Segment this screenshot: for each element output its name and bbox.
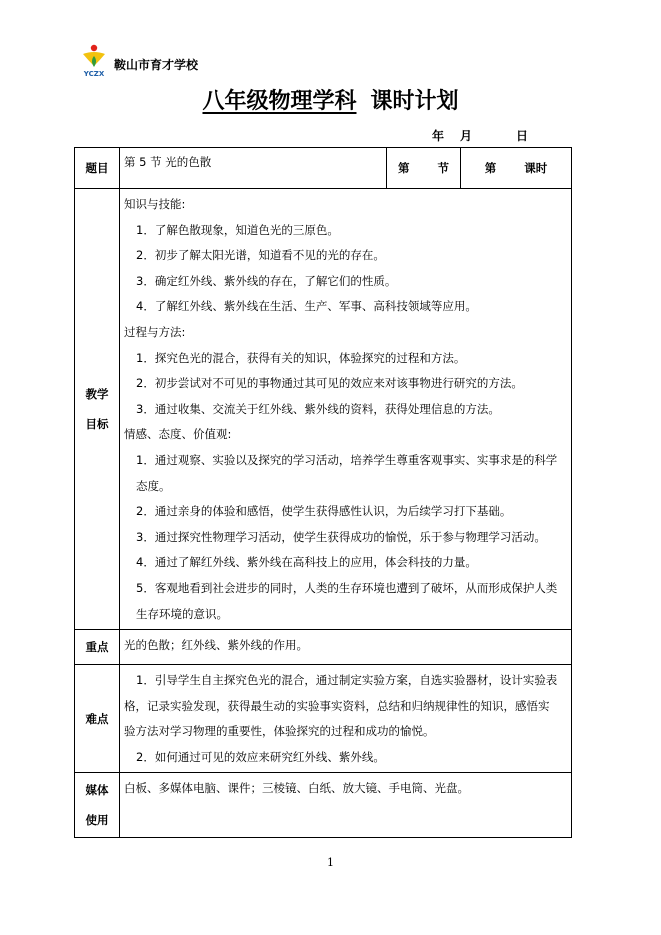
topic-label: 题目	[75, 148, 120, 189]
key-point-row	[75, 630, 572, 665]
section-label	[387, 148, 461, 189]
media-row	[75, 773, 572, 838]
knowledge-heading: 知识与技能:	[124, 197, 186, 211]
attitude-item: 1．通过观察、实验以及探究的学习活动，培养学生尊重客观事实、实事求是的科学	[136, 452, 558, 467]
topic-value: 第 5 节 光的色散	[120, 148, 387, 189]
school-logo-icon	[80, 44, 108, 78]
logo-text: YCZX	[83, 70, 105, 78]
difficulty-label: 难点	[75, 665, 120, 773]
knowledge-item: 2．初步了解太阳光谱，知道看不见的光的存在。	[136, 248, 385, 263]
difficulty-line: 验方法对学习物理的重要性，体验探究的过程和成功的愉悦。	[124, 724, 435, 739]
objectives-label	[75, 189, 120, 630]
difficulty-line: 2．如何通过可见的效应来研究红外线、紫外线。	[136, 749, 385, 764]
school-name: 鞍山市育才学校	[114, 58, 199, 72]
media-label-line-1: 媒体	[85, 783, 109, 798]
objectives-label-line-1: 教学	[85, 387, 109, 402]
difficulty-line: 格，记录实验发现，获得最生动的实验事实资料，总结和归纳规律性的知识，感悟实	[124, 698, 550, 713]
attitude-item-continued: 态度。	[136, 478, 171, 493]
knowledge-item: 3．确定红外线、紫外线的存在，了解它们的性质。	[136, 273, 397, 288]
title-plan: 课时计划	[370, 88, 459, 114]
period-text: 第 课时	[484, 161, 548, 175]
attitude-item: 4．通过了解红外线、紫外线在高科技上的应用，体会科技的力量。	[136, 555, 477, 570]
date-year: 年	[432, 129, 445, 143]
attitude-item: 5．客观地看到社会进步的同时，人类的生存环境也遭到了破坏，从而形成保护人类	[136, 580, 558, 595]
key-point-text: 光的色散；红外线、紫外线的作用。	[124, 638, 308, 653]
page-title	[0, 84, 661, 115]
attitude-item: 2．通过亲身的体验和感悟，使学生获得感性认识，为后续学习打下基础。	[136, 504, 512, 519]
process-item: 3．通过收集、交流关于红外线、紫外线的资料，获得处理信息的方法。	[136, 401, 500, 416]
key-point-label: 重点	[75, 630, 120, 665]
attitude-heading: 情感、态度、价值观:	[124, 427, 232, 442]
media-label-line-2: 使用	[85, 813, 109, 828]
date-month: 月	[460, 129, 473, 143]
attitude-item-continued: 生存环境的意识。	[136, 606, 228, 621]
period-label	[461, 148, 572, 189]
lesson-plan-table	[74, 147, 572, 838]
process-item: 1．探究色光的混合，获得有关的知识，体验探究的过程和方法。	[136, 350, 466, 365]
date-day: 日	[516, 129, 529, 143]
objectives-row	[75, 189, 572, 630]
section-text: 第 节	[397, 161, 450, 175]
key-point-value	[120, 630, 572, 665]
topic-row	[75, 148, 572, 189]
media-content	[120, 773, 572, 838]
knowledge-item: 1．了解色散现象，知道色光的三原色。	[136, 222, 339, 237]
page-number: 1	[327, 856, 334, 869]
difficulty-row	[75, 665, 572, 773]
media-text: 白板、多媒体电脑、课件；三棱镜、白纸、放大镜、手电筒、光盘。	[124, 781, 469, 796]
difficulty-content	[120, 665, 572, 773]
objectives-label-line-2: 目标	[85, 417, 109, 432]
process-heading: 过程与方法:	[124, 324, 186, 339]
process-item: 2．初步尝试对不可见的事物通过其可见的效应来对该事物进行研究的方法。	[136, 376, 523, 391]
knowledge-item: 4．了解红外线、紫外线在生活、生产、军事、高科技领域等应用。	[136, 299, 477, 314]
difficulty-line: 1．引导学生自主探究色光的混合，通过制定实验方案，自选实验器材，设计实验表	[136, 673, 558, 688]
objectives-content	[120, 189, 572, 630]
attitude-item: 3．通过探究性物理学习活动，使学生获得成功的愉悦，乐于参与物理学习活动。	[136, 529, 546, 544]
title-subject: 八年级物理学科	[202, 88, 357, 114]
media-label	[75, 773, 120, 838]
